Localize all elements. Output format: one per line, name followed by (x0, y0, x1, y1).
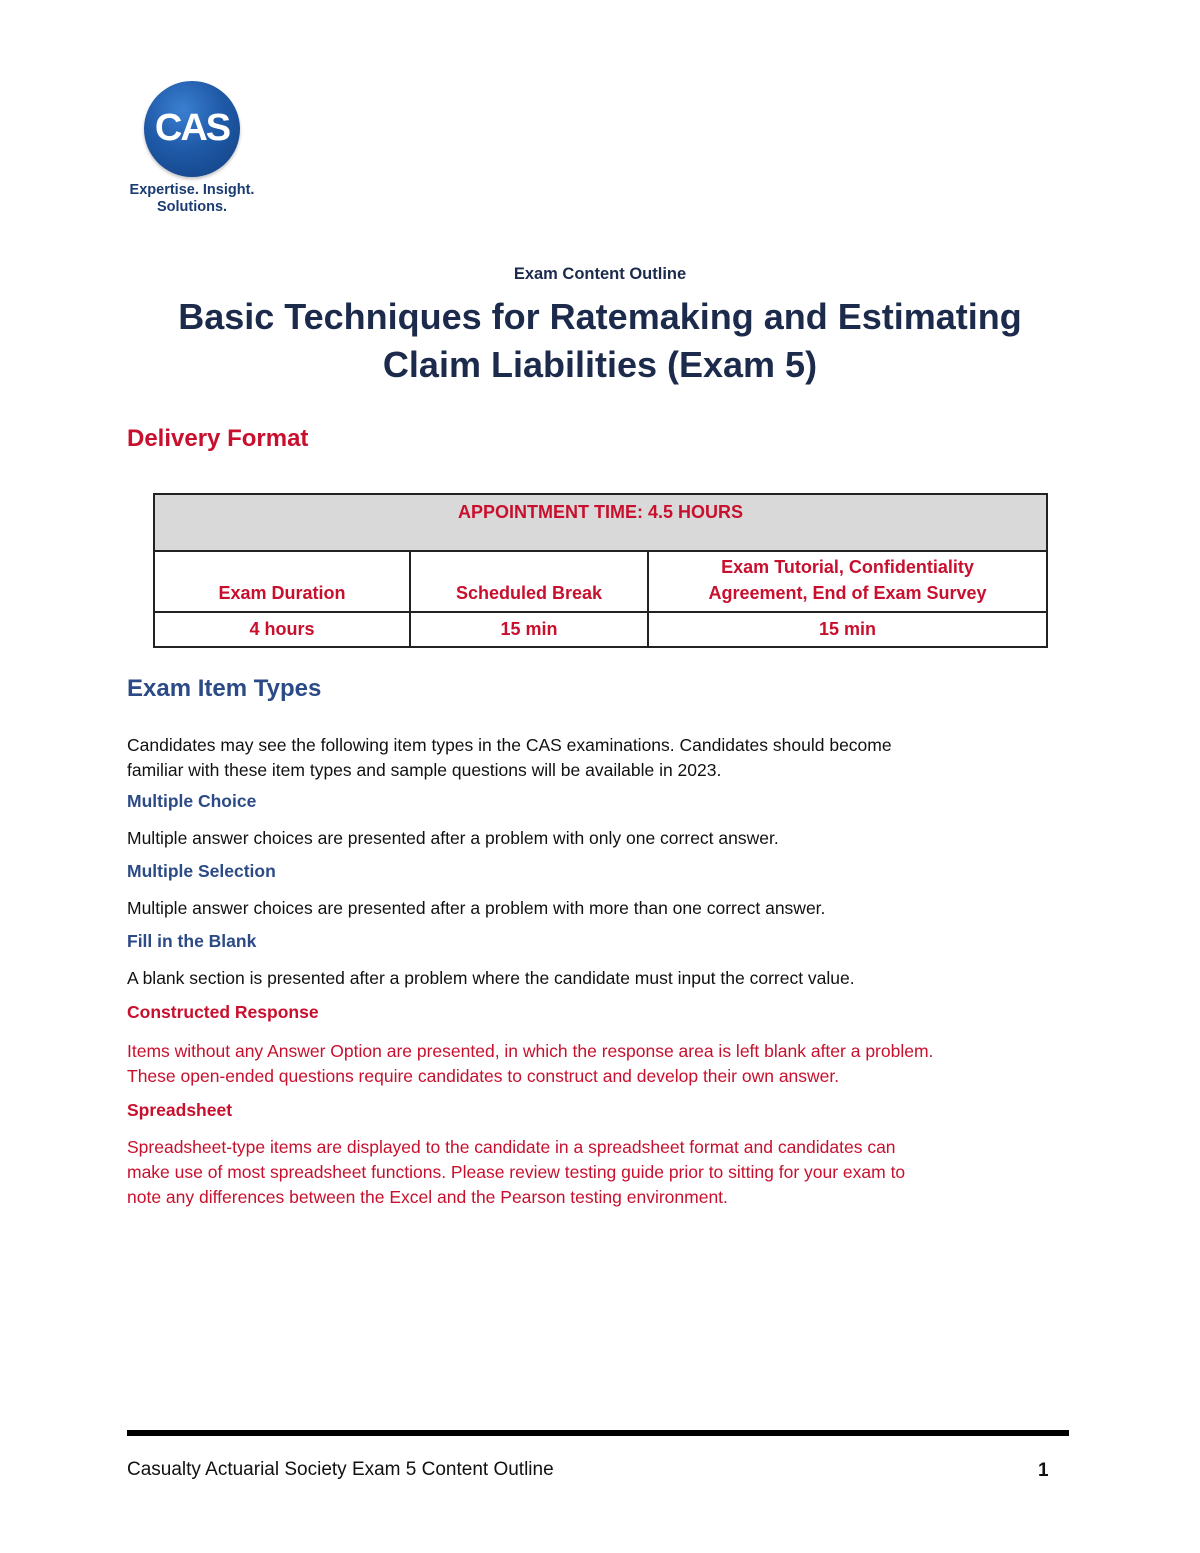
column-header-tutorial (648, 551, 1047, 612)
column-header-tutorial-line2: Agreement, End of Exam Survey (708, 583, 987, 603)
item-type-desc-spreadsheet (127, 1135, 1087, 1210)
item-type-desc-multiple-choice: Multiple answer choices are presented after a problem with only one correct answer. (127, 828, 779, 848)
logo-tagline (122, 182, 262, 216)
table-row (154, 494, 1047, 551)
document-title-line1: Basic Techniques for Ratemaking and Estimating (178, 296, 1022, 337)
logo-tagline-line2: Solutions. (156, 199, 228, 215)
spreadsheet-line3: note any differences between the Excel and the Pearson testing environment. (127, 1187, 728, 1207)
item-type-title-fill-in-the-blank: Fill in the Blank (127, 931, 257, 951)
item-type-title-spreadsheet: Spreadsheet (127, 1100, 233, 1120)
column-header-scheduled-break: Scheduled Break (410, 551, 648, 612)
item-type-title-constructed-response: Constructed Response (127, 1002, 319, 1022)
constructed-response-line2: These open-ended questions require candidates to construct and develop their own answer. (127, 1066, 840, 1086)
document-title (0, 293, 1200, 389)
footer-text: Casualty Actuarial Society Exam 5 Content Outline (127, 1459, 554, 1480)
cas-logo-mark (144, 81, 240, 177)
document-title-line2: Claim Liabilities (Exam 5) (382, 344, 818, 385)
spreadsheet-line1: Spreadsheet-type items are displayed to the candidate in a spreadsheet format and candidates can (127, 1137, 896, 1157)
page-number: 1 (1038, 1460, 1049, 1481)
table-row (154, 612, 1047, 647)
intro-line1: Candidates may see the following item types in the CAS examinations. Candidates should become (127, 735, 892, 755)
table-row (154, 551, 1047, 612)
item-types-intro (127, 733, 1087, 783)
cas-logo-text: CAS (154, 106, 230, 149)
exam-item-types-heading: Exam Item Types (127, 675, 322, 702)
constructed-response-line1: Items without any Answer Option are presented, in which the response area is left blank after a problem. (127, 1041, 934, 1061)
delivery-format-heading: Delivery Format (127, 425, 309, 452)
item-type-desc-multiple-selection: Multiple answer choices are presented after a problem with more than one correct answer. (127, 898, 826, 918)
intro-line2: familiar with these item types and sample questions will be available in 2023. (127, 760, 722, 780)
exam-duration-value: 4 hours (154, 612, 410, 647)
footer-divider (127, 1430, 1069, 1436)
item-type-desc-fill-in-the-blank: A blank section is presented after a problem where the candidate must input the correct value. (127, 968, 855, 988)
scheduled-break-value: 15 min (410, 612, 648, 647)
item-type-title-multiple-choice: Multiple Choice (127, 791, 257, 811)
item-type-desc-constructed-response (127, 1039, 1087, 1089)
column-header-exam-duration: Exam Duration (154, 551, 410, 612)
delivery-format-table (153, 493, 1048, 648)
column-header-tutorial-line1: Exam Tutorial, Confidentiality (721, 557, 974, 577)
cas-logo (122, 78, 272, 223)
document-kicker: Exam Content Outline (513, 265, 687, 283)
tutorial-value: 15 min (648, 612, 1047, 647)
logo-tagline-line1: Expertise. Insight. (129, 182, 255, 198)
appointment-time-cell: APPOINTMENT TIME: 4.5 HOURS (154, 494, 1047, 551)
spreadsheet-line2: make use of most spreadsheet functions. Please review testing guide prior to sitting for your exam to (127, 1162, 906, 1182)
item-type-title-multiple-selection: Multiple Selection (127, 861, 276, 881)
